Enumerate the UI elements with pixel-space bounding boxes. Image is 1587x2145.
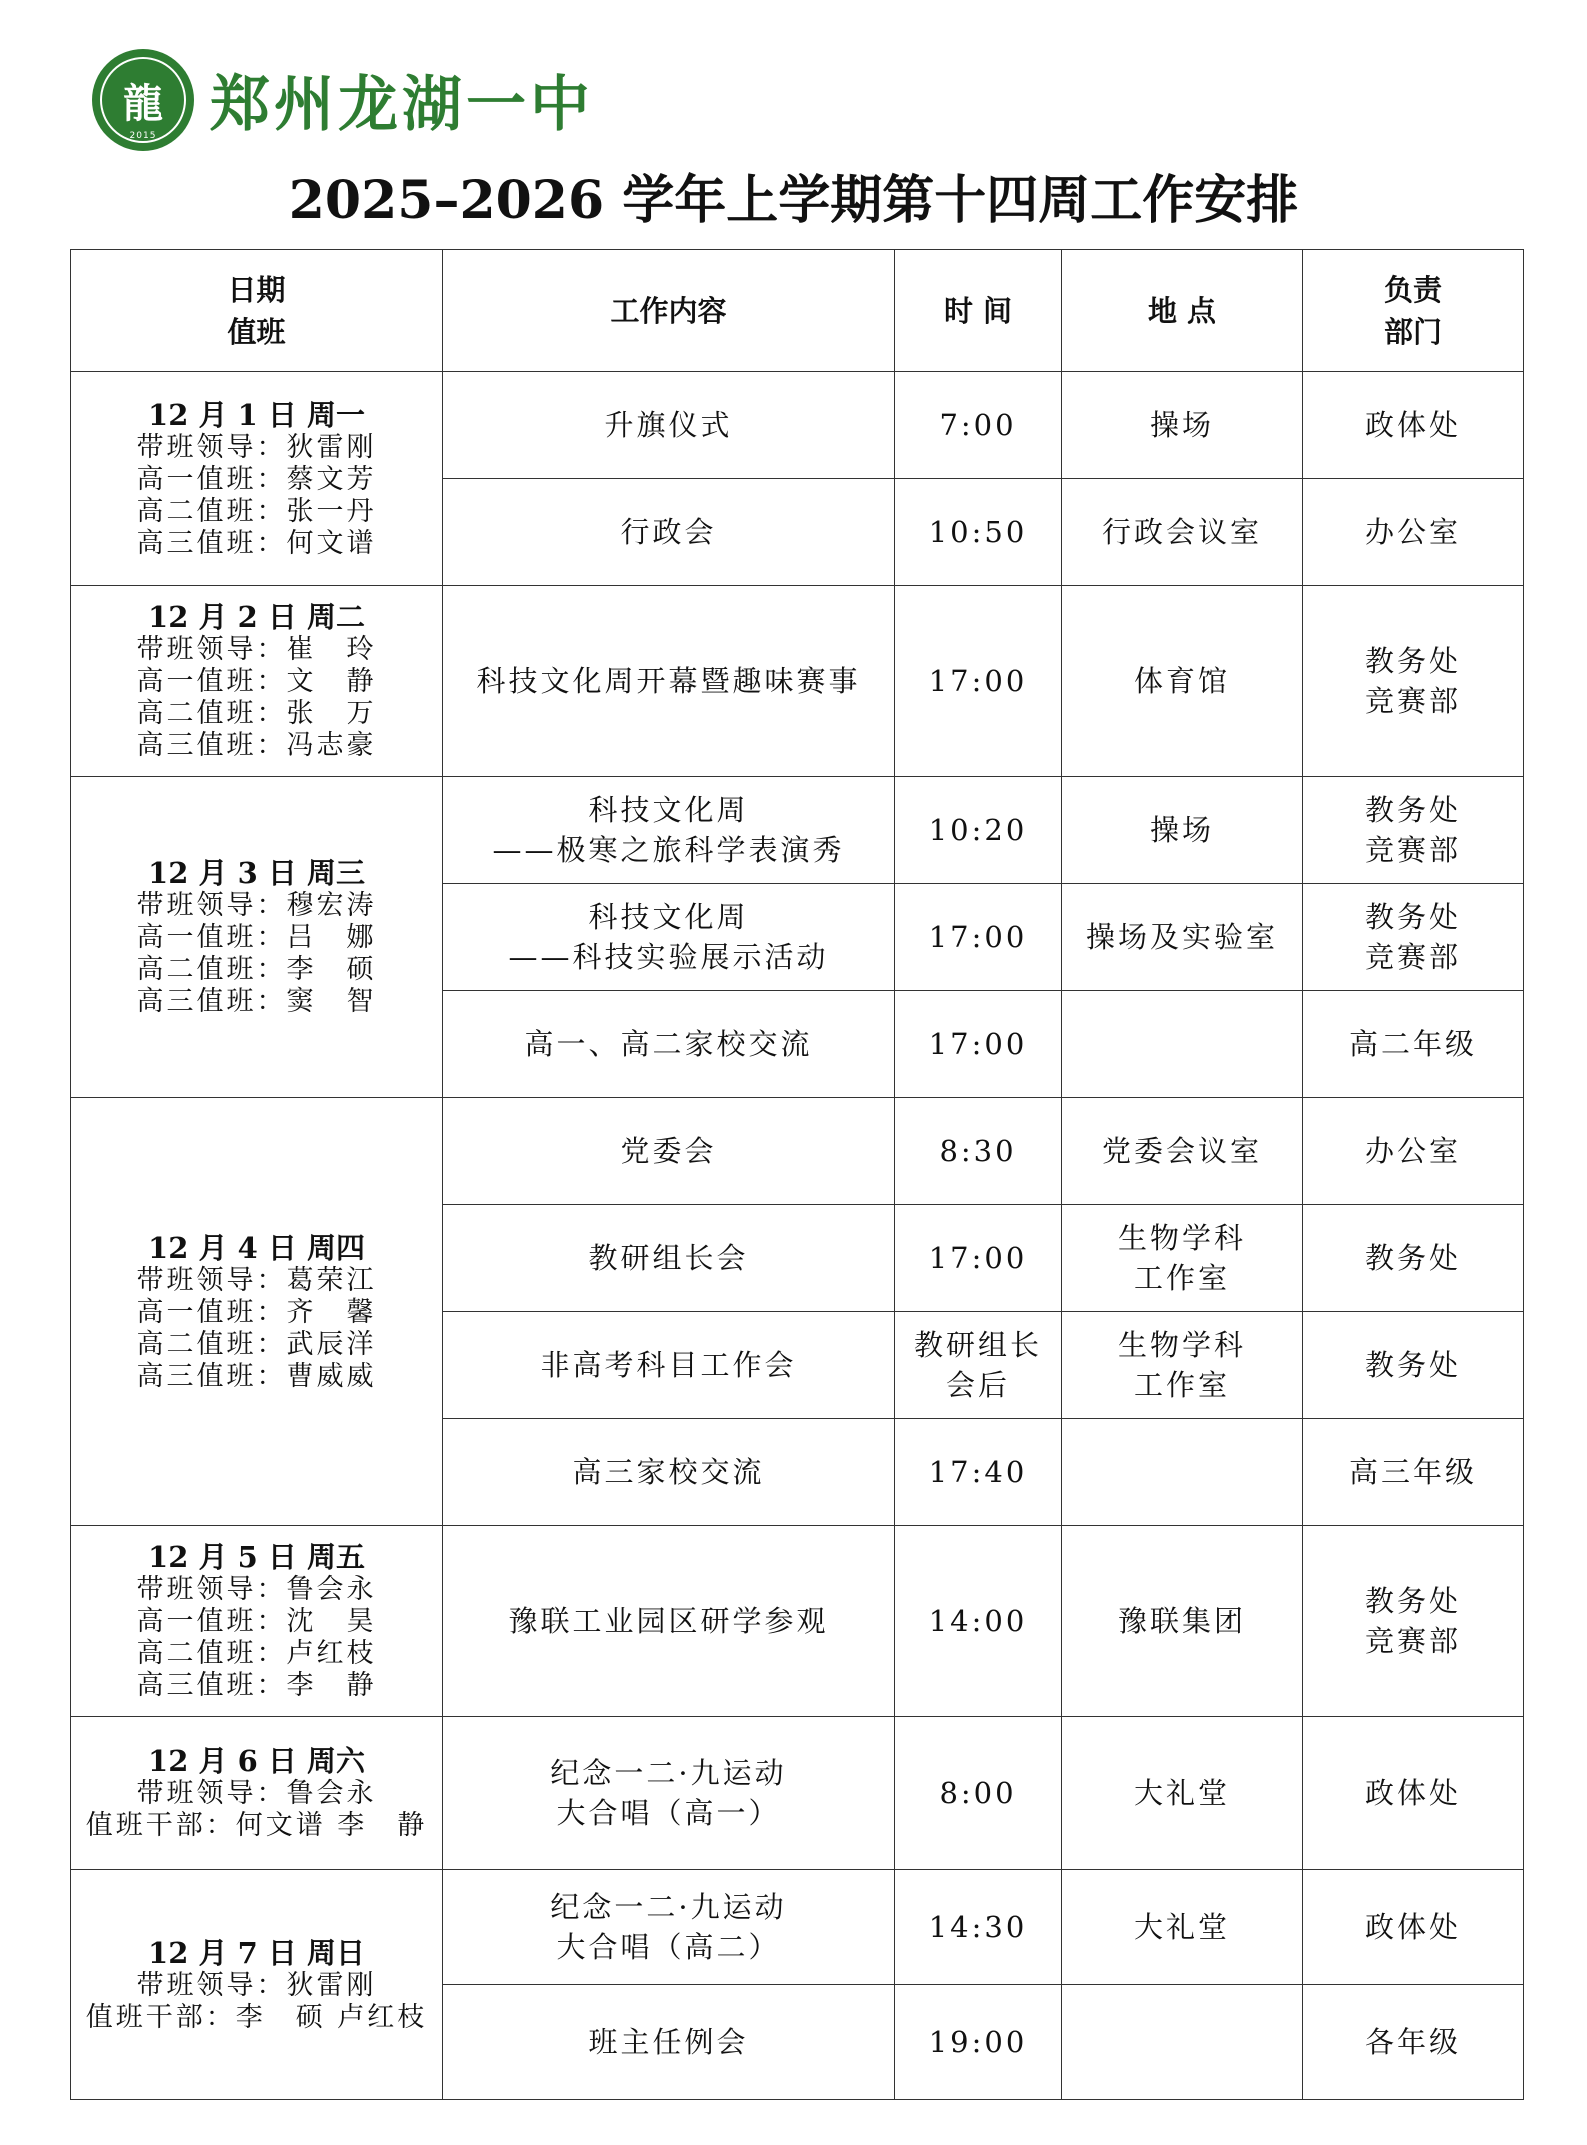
- content-cell: [443, 1098, 895, 1205]
- col-header-time: 时 间: [895, 250, 1062, 372]
- cell-line: 竞赛部: [1364, 833, 1461, 867]
- content-cell: [443, 1205, 895, 1312]
- content-cell: [443, 1419, 895, 1526]
- content-cell: [443, 884, 895, 991]
- table-row: [71, 1870, 1524, 1985]
- cell-line: 豫联集团: [1117, 1604, 1246, 1638]
- duty-line: 高三值班：李 静: [136, 1670, 377, 1701]
- duty-line: 高三值班：窦 智: [136, 986, 377, 1017]
- col-header-dept: 负责 部门: [1303, 250, 1524, 372]
- table-row: [71, 586, 1524, 777]
- time-cell: [895, 1419, 1062, 1526]
- logo-mark-icon: 龍: [123, 79, 163, 127]
- day-duty-cell: [71, 1526, 443, 1717]
- place-cell: [1062, 777, 1303, 884]
- duty-line: 高三值班：冯志豪: [136, 730, 377, 761]
- cell-line: 高一、高二家校交流: [524, 1027, 813, 1061]
- day-date: 12 月 5 日 周五: [148, 1540, 365, 1574]
- table-row: [71, 1098, 1524, 1205]
- duty-line: 高一值班：蔡文芳: [136, 463, 377, 495]
- duty-line: 带班领导：鲁会永: [136, 1778, 377, 1809]
- cell-line: 非高考科目工作会: [540, 1348, 797, 1382]
- content-cell: [443, 991, 895, 1098]
- schedule-body: [71, 372, 1524, 2100]
- duty-line: 高二值班：卢红枝: [136, 1638, 377, 1669]
- table-row: [71, 777, 1524, 884]
- cell-line: 纪念一二·九运动: [550, 1890, 787, 1924]
- school-logo: [92, 49, 194, 151]
- place-cell: [1062, 1870, 1303, 1985]
- place-cell: [1062, 372, 1303, 479]
- page-header: [92, 44, 594, 156]
- cell-line: 竞赛部: [1364, 684, 1461, 718]
- place-cell: [1062, 1526, 1303, 1717]
- cell-line: 高三家校交流: [572, 1455, 765, 1489]
- duty-line: 带班领导：鲁会永: [136, 1574, 377, 1605]
- schedule-table: [70, 249, 1524, 2100]
- day-date: 12 月 4 日 周四: [148, 1230, 365, 1265]
- cell-line: 19:00: [928, 2025, 1028, 2059]
- content-cell: [443, 586, 895, 777]
- content-cell: [443, 1985, 895, 2100]
- cell-line: 行政会议室: [1101, 515, 1262, 549]
- school-name: 郑州龙湖一中: [210, 70, 594, 140]
- cell-line: 10:50: [928, 515, 1028, 549]
- cell-line: 纪念一二·九运动: [550, 1756, 787, 1790]
- time-cell: [895, 1312, 1062, 1419]
- duty-line: 高一值班：沈 昊: [136, 1606, 377, 1637]
- cell-line: 大合唱（高二）: [556, 1930, 781, 1964]
- day-date: 12 月 1 日 周一: [148, 397, 365, 432]
- duty-line: 高三值班：何文谱: [136, 527, 377, 559]
- cell-line: 体育馆: [1133, 664, 1230, 698]
- cell-line: 高二年级: [1348, 1027, 1477, 1061]
- cell-line: 政体处: [1364, 1910, 1461, 1944]
- duty-line: 带班领导：崔 玲: [136, 634, 377, 665]
- page-title: 2025–2026 学年上学期第十四周工作安排: [288, 170, 1299, 231]
- cell-line: 7:00: [939, 408, 1017, 442]
- cell-line: 工作室: [1133, 1261, 1230, 1295]
- table-row: [71, 1526, 1524, 1717]
- dept-cell: [1303, 777, 1524, 884]
- content-cell: [443, 1870, 895, 1985]
- place-cell: [1062, 1419, 1303, 1526]
- day-date: 12 月 7 日 周日: [148, 1935, 365, 1970]
- duty-line: 带班领导：狄雷刚: [136, 431, 377, 463]
- cell-line: 17:40: [928, 1455, 1028, 1489]
- cell-line: ——极寒之旅科学表演秀: [492, 833, 845, 867]
- cell-line: 政体处: [1364, 408, 1461, 442]
- cell-line: 行政会: [620, 515, 717, 549]
- cell-line: 教务处: [1364, 1584, 1461, 1618]
- table-row: [71, 372, 1524, 479]
- time-cell: [895, 991, 1062, 1098]
- duty-line: 高二值班：张 万: [136, 698, 377, 729]
- day-duty-cell: [71, 1870, 443, 2100]
- day-duty-cell: [71, 777, 443, 1098]
- time-cell: [895, 479, 1062, 586]
- dept-cell: [1303, 1312, 1524, 1419]
- cell-line: 教务处: [1364, 1348, 1461, 1382]
- day-duty-cell: [71, 586, 443, 777]
- time-cell: [895, 777, 1062, 884]
- content-cell: [443, 1526, 895, 1717]
- duty-line: 高二值班：武辰洋: [136, 1328, 377, 1360]
- cell-line: 8:00: [939, 1776, 1017, 1810]
- cell-line: 会后: [945, 1368, 1010, 1402]
- day-date: 12 月 6 日 周六: [148, 1744, 365, 1778]
- cell-line: 豫联工业园区研学参观: [508, 1604, 829, 1638]
- cell-line: 大礼堂: [1133, 1776, 1230, 1810]
- duty-line: 高三值班：曹威威: [136, 1360, 377, 1392]
- dept-cell: [1303, 1870, 1524, 1985]
- place-cell: [1062, 1098, 1303, 1205]
- cell-line: 科技文化周: [588, 793, 749, 827]
- place-cell: [1062, 1985, 1303, 2100]
- cell-line: 升旗仪式: [604, 408, 733, 442]
- time-cell: [895, 372, 1062, 479]
- duty-line: 值班干部：何文谱 李 静: [85, 1810, 428, 1841]
- cell-line: 班主任例会: [588, 2025, 749, 2059]
- time-cell: [895, 1098, 1062, 1205]
- cell-line: 操场: [1149, 813, 1214, 847]
- day-duty-cell: [71, 372, 443, 586]
- dept-cell: [1303, 991, 1524, 1098]
- dept-cell: [1303, 372, 1524, 479]
- cell-line: 科技文化周开幕暨趣味赛事: [476, 664, 861, 698]
- duty-line: 高一值班：齐 馨: [136, 1296, 377, 1328]
- content-cell: [443, 777, 895, 884]
- cell-line: 党委会: [620, 1134, 717, 1168]
- duty-line: 带班领导：葛荣江: [136, 1264, 377, 1296]
- table-row: [71, 1717, 1524, 1870]
- time-cell: [895, 586, 1062, 777]
- time-cell: [895, 1717, 1062, 1870]
- dept-cell: [1303, 479, 1524, 586]
- cell-line: 操场: [1149, 408, 1214, 442]
- dept-cell: [1303, 884, 1524, 991]
- cell-line: 8:30: [939, 1134, 1017, 1168]
- cell-line: 14:30: [928, 1910, 1028, 1944]
- cell-line: 工作室: [1133, 1368, 1230, 1402]
- cell-line: 17:00: [928, 664, 1028, 698]
- time-cell: [895, 1205, 1062, 1312]
- col-header-place: 地 点: [1062, 250, 1303, 372]
- cell-line: 10:20: [928, 813, 1028, 847]
- cell-line: 党委会议室: [1101, 1134, 1262, 1168]
- dept-cell: [1303, 1717, 1524, 1870]
- place-cell: [1062, 1717, 1303, 1870]
- header-row: [71, 250, 1524, 372]
- place-cell: [1062, 1205, 1303, 1312]
- cell-line: 17:00: [928, 1027, 1028, 1061]
- cell-line: ——科技实验展示活动: [508, 940, 829, 974]
- cell-line: 17:00: [928, 920, 1028, 954]
- col-header-date: 日期 值班: [71, 250, 443, 372]
- place-cell: [1062, 991, 1303, 1098]
- cell-line: 操场及实验室: [1085, 920, 1278, 954]
- content-cell: [443, 1717, 895, 1870]
- cell-line: 教研组长会: [588, 1241, 749, 1275]
- col-header-content: 工作内容: [443, 250, 895, 372]
- day-duty-cell: [71, 1098, 443, 1526]
- content-cell: [443, 372, 895, 479]
- dept-cell: [1303, 1419, 1524, 1526]
- time-cell: [895, 1870, 1062, 1985]
- place-cell: [1062, 479, 1303, 586]
- time-cell: [895, 1985, 1062, 2100]
- duty-line: 高二值班：李 硕: [136, 954, 377, 985]
- cell-line: 高三年级: [1348, 1455, 1477, 1489]
- cell-line: 教务处: [1364, 793, 1461, 827]
- place-cell: [1062, 884, 1303, 991]
- cell-line: 大礼堂: [1133, 1910, 1230, 1944]
- duty-line: 带班领导：狄雷刚: [136, 1969, 377, 2001]
- duty-line: 高一值班：文 静: [136, 666, 377, 697]
- cell-line: 竞赛部: [1364, 940, 1461, 974]
- duty-line: 值班干部：李 硕 卢红枝: [85, 2001, 428, 2033]
- content-cell: [443, 1312, 895, 1419]
- duty-line: 带班领导：穆宏涛: [136, 890, 377, 921]
- cell-line: 生物学科: [1117, 1328, 1246, 1362]
- cell-line: 教务处: [1364, 1241, 1461, 1275]
- dept-cell: [1303, 1098, 1524, 1205]
- dept-cell: [1303, 1205, 1524, 1312]
- day-date: 12 月 3 日 周三: [148, 856, 365, 890]
- cell-line: 各年级: [1364, 2025, 1461, 2059]
- cell-line: 教务处: [1364, 644, 1461, 678]
- logo-year: 2015: [129, 131, 157, 141]
- cell-line: 政体处: [1364, 1776, 1461, 1810]
- dept-cell: [1303, 1985, 1524, 2100]
- dept-cell: [1303, 1526, 1524, 1717]
- day-date: 12 月 2 日 周二: [148, 600, 365, 634]
- content-cell: [443, 479, 895, 586]
- cell-line: 大合唱（高一）: [556, 1796, 781, 1830]
- cell-line: 竞赛部: [1364, 1624, 1461, 1658]
- cell-line: 17:00: [928, 1241, 1028, 1275]
- place-cell: [1062, 1312, 1303, 1419]
- cell-line: 科技文化周: [588, 900, 749, 934]
- duty-line: 高二值班：张一丹: [136, 495, 377, 527]
- cell-line: 14:00: [928, 1604, 1028, 1638]
- place-cell: [1062, 586, 1303, 777]
- day-duty-cell: [71, 1717, 443, 1870]
- cell-line: 教研组长: [913, 1328, 1042, 1362]
- cell-line: 教务处: [1364, 900, 1461, 934]
- dept-cell: [1303, 586, 1524, 777]
- duty-line: 高一值班：吕 娜: [136, 922, 377, 953]
- cell-line: 办公室: [1364, 1134, 1461, 1168]
- time-cell: [895, 884, 1062, 991]
- cell-line: 生物学科: [1117, 1221, 1246, 1255]
- time-cell: [895, 1526, 1062, 1717]
- cell-line: 办公室: [1364, 515, 1461, 549]
